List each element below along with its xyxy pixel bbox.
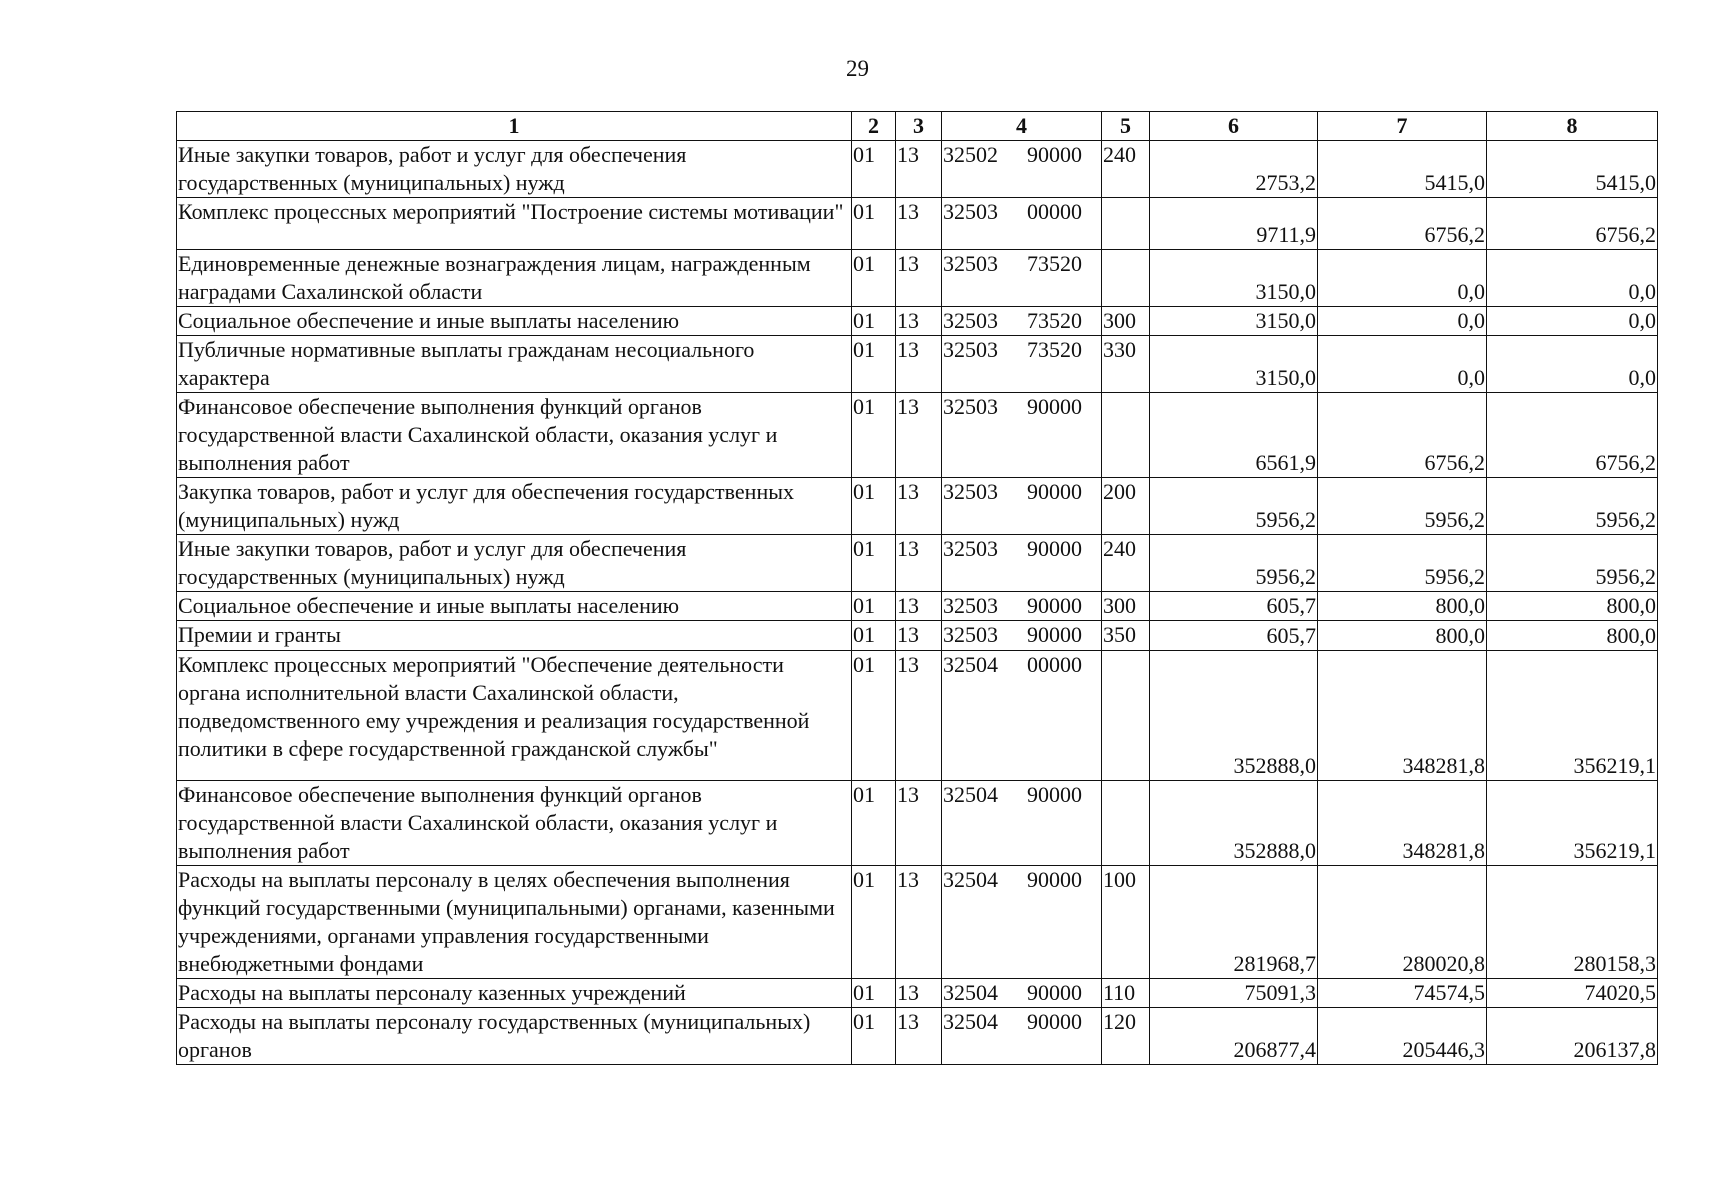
subsection-code-cell: 13 xyxy=(896,307,942,336)
expense-type-code-cell xyxy=(1102,250,1150,307)
table-row xyxy=(177,198,1658,250)
subsection-code-cell: 13 xyxy=(896,250,942,307)
amount-col8-cell: 0,0 xyxy=(1487,307,1658,336)
amount-col6-cell: 2753,2 xyxy=(1150,141,1318,198)
amount-col8-cell: 356219,1 xyxy=(1487,781,1658,866)
target-article-direction-code: 90000 xyxy=(1027,593,1082,618)
subsection-code-cell: 13 xyxy=(896,393,942,478)
subsection-code-cell: 13 xyxy=(896,866,942,979)
target-article-direction-code: 90000 xyxy=(1027,980,1082,1005)
target-article-direction-code: 00000 xyxy=(1027,199,1082,224)
expense-name-cell: Расходы на выплаты персоналу в целях обеспечения выполнения функций государственными (муниципальными) органами, казенными учреждениями, органами управления государственными внебюджетными фондами xyxy=(177,866,852,979)
target-article-direction-code: 90000 xyxy=(1027,622,1082,647)
target-article-program-code: 32504 xyxy=(943,1009,998,1034)
target-article-direction-code: 90000 xyxy=(1027,867,1082,892)
section-code-cell: 01 xyxy=(852,651,896,781)
amount-col7-cell: 6756,2 xyxy=(1318,393,1487,478)
expense-name-cell: Комплекс процессных мероприятий "Построение системы мотивации" xyxy=(177,198,852,250)
expense-name-cell: Единовременные денежные вознаграждения лицам, награжденным наградами Сахалинской области xyxy=(177,250,852,307)
amount-col7-cell: 348281,8 xyxy=(1318,781,1487,866)
table-row xyxy=(177,979,1658,1008)
amount-col8-cell: 800,0 xyxy=(1487,592,1658,621)
amount-col7-cell: 0,0 xyxy=(1318,307,1487,336)
amount-col8-cell: 206137,8 xyxy=(1487,1008,1658,1065)
section-code-cell: 01 xyxy=(852,1008,896,1065)
target-article-direction-code: 73520 xyxy=(1027,251,1082,276)
subsection-code-cell: 13 xyxy=(896,336,942,393)
expense-type-code-cell: 330 xyxy=(1102,336,1150,393)
section-code-cell: 01 xyxy=(852,336,896,393)
amount-col7-cell: 5415,0 xyxy=(1318,141,1487,198)
subsection-code-cell: 13 xyxy=(896,478,942,535)
amount-col6-cell: 5956,2 xyxy=(1150,478,1318,535)
subsection-code-cell: 13 xyxy=(896,141,942,198)
target-article-program-code: 32503 xyxy=(943,536,998,561)
target-article-cell xyxy=(942,621,1102,651)
target-article-program-code: 32503 xyxy=(943,251,998,276)
table-row xyxy=(177,478,1658,535)
expense-type-code-cell: 240 xyxy=(1102,141,1150,198)
target-article-cell xyxy=(942,478,1102,535)
target-article-direction-code: 90000 xyxy=(1027,536,1082,561)
target-article-program-code: 32504 xyxy=(943,867,998,892)
expense-type-code-cell: 100 xyxy=(1102,866,1150,979)
expense-type-code-cell xyxy=(1102,393,1150,478)
section-code-cell: 01 xyxy=(852,393,896,478)
column-header: 1 xyxy=(177,112,852,141)
section-code-cell: 01 xyxy=(852,592,896,621)
target-article-program-code: 32504 xyxy=(943,782,998,807)
table-row xyxy=(177,336,1658,393)
amount-col6-cell: 3150,0 xyxy=(1150,307,1318,336)
expense-name-cell: Социальное обеспечение и иные выплаты населению xyxy=(177,307,852,336)
amount-col7-cell: 6756,2 xyxy=(1318,198,1487,250)
amount-col6-cell: 605,7 xyxy=(1150,592,1318,621)
target-article-direction-code: 90000 xyxy=(1027,1009,1082,1034)
expense-type-code-cell: 300 xyxy=(1102,592,1150,621)
column-header: 2 xyxy=(852,112,896,141)
subsection-code-cell: 13 xyxy=(896,979,942,1008)
amount-col6-cell: 75091,3 xyxy=(1150,979,1318,1008)
amount-col6-cell: 352888,0 xyxy=(1150,651,1318,781)
amount-col6-cell: 3150,0 xyxy=(1150,336,1318,393)
column-header: 5 xyxy=(1102,112,1150,141)
subsection-code-cell: 13 xyxy=(896,1008,942,1065)
table-row xyxy=(177,621,1658,651)
expense-type-code-cell: 300 xyxy=(1102,307,1150,336)
section-code-cell: 01 xyxy=(852,781,896,866)
target-article-program-code: 32503 xyxy=(943,479,998,504)
expense-name-cell: Комплекс процессных мероприятий "Обеспечение деятельности органа исполнительной власти Сахалинской области, подведомственного ему учреждения и реализация государственной политики в сфере государственной гражданской службы" xyxy=(177,651,852,781)
expense-name-cell: Расходы на выплаты персоналу государственных (муниципальных) органов xyxy=(177,1008,852,1065)
amount-col6-cell: 281968,7 xyxy=(1150,866,1318,979)
expense-name-cell: Закупка товаров, работ и услуг для обеспечения государственных (муниципальных) нужд xyxy=(177,478,852,535)
amount-col8-cell: 6756,2 xyxy=(1487,393,1658,478)
target-article-cell xyxy=(942,307,1102,336)
target-article-direction-code: 90000 xyxy=(1027,142,1082,167)
target-article-program-code: 32503 xyxy=(943,308,998,333)
target-article-direction-code: 73520 xyxy=(1027,337,1082,362)
amount-col7-cell: 5956,2 xyxy=(1318,535,1487,592)
amount-col7-cell: 205446,3 xyxy=(1318,1008,1487,1065)
expense-name-cell: Публичные нормативные выплаты гражданам несоциального характера xyxy=(177,336,852,393)
amount-col8-cell: 800,0 xyxy=(1487,621,1658,651)
amount-col7-cell: 0,0 xyxy=(1318,336,1487,393)
target-article-program-code: 32502 xyxy=(943,142,998,167)
amount-col7-cell: 800,0 xyxy=(1318,621,1487,651)
amount-col7-cell: 800,0 xyxy=(1318,592,1487,621)
target-article-program-code: 32503 xyxy=(943,593,998,618)
table-header-row xyxy=(177,112,1658,141)
expense-name-cell: Финансовое обеспечение выполнения функций органов государственной власти Сахалинской области, оказания услуг и выполнения работ xyxy=(177,393,852,478)
amount-col6-cell: 5956,2 xyxy=(1150,535,1318,592)
amount-col8-cell: 5956,2 xyxy=(1487,535,1658,592)
table-row xyxy=(177,651,1658,781)
section-code-cell: 01 xyxy=(852,535,896,592)
expense-name-cell: Иные закупки товаров, работ и услуг для обеспечения государственных (муниципальных) нужд xyxy=(177,535,852,592)
column-header: 6 xyxy=(1150,112,1318,141)
table-row xyxy=(177,866,1658,979)
section-code-cell: 01 xyxy=(852,307,896,336)
target-article-cell xyxy=(942,866,1102,979)
subsection-code-cell: 13 xyxy=(896,621,942,651)
target-article-program-code: 32503 xyxy=(943,199,998,224)
expense-name-cell: Финансовое обеспечение выполнения функций органов государственной власти Сахалинской области, оказания услуг и выполнения работ xyxy=(177,781,852,866)
amount-col8-cell: 0,0 xyxy=(1487,250,1658,307)
target-article-cell xyxy=(942,250,1102,307)
expense-type-code-cell: 350 xyxy=(1102,621,1150,651)
table-body xyxy=(177,141,1658,1065)
amount-col6-cell: 6561,9 xyxy=(1150,393,1318,478)
expense-type-code-cell: 240 xyxy=(1102,535,1150,592)
column-header: 4 xyxy=(942,112,1102,141)
amount-col7-cell: 74574,5 xyxy=(1318,979,1487,1008)
table-row xyxy=(177,250,1658,307)
amount-col7-cell: 5956,2 xyxy=(1318,478,1487,535)
amount-col8-cell: 5956,2 xyxy=(1487,478,1658,535)
amount-col6-cell: 352888,0 xyxy=(1150,781,1318,866)
expense-name-cell: Премии и гранты xyxy=(177,621,852,651)
section-code-cell: 01 xyxy=(852,198,896,250)
column-header: 8 xyxy=(1487,112,1658,141)
amount-col6-cell: 206877,4 xyxy=(1150,1008,1318,1065)
table-row xyxy=(177,393,1658,478)
target-article-program-code: 32503 xyxy=(943,622,998,647)
expense-type-code-cell: 120 xyxy=(1102,1008,1150,1065)
target-article-direction-code: 73520 xyxy=(1027,308,1082,333)
amount-col6-cell: 605,7 xyxy=(1150,621,1318,651)
target-article-cell xyxy=(942,651,1102,781)
target-article-cell xyxy=(942,535,1102,592)
target-article-cell xyxy=(942,781,1102,866)
subsection-code-cell: 13 xyxy=(896,651,942,781)
expense-name-cell: Расходы на выплаты персоналу казенных учреждений xyxy=(177,979,852,1008)
target-article-cell xyxy=(942,979,1102,1008)
target-article-direction-code: 90000 xyxy=(1027,394,1082,419)
target-article-direction-code: 90000 xyxy=(1027,479,1082,504)
budget-table xyxy=(176,111,1658,1065)
expense-name-cell: Иные закупки товаров, работ и услуг для обеспечения государственных (муниципальных) нужд xyxy=(177,141,852,198)
table-row xyxy=(177,535,1658,592)
section-code-cell: 01 xyxy=(852,979,896,1008)
target-article-program-code: 32503 xyxy=(943,337,998,362)
expense-type-code-cell xyxy=(1102,651,1150,781)
subsection-code-cell: 13 xyxy=(896,535,942,592)
table-row xyxy=(177,781,1658,866)
amount-col8-cell: 6756,2 xyxy=(1487,198,1658,250)
amount-col7-cell: 280020,8 xyxy=(1318,866,1487,979)
expense-type-code-cell: 200 xyxy=(1102,478,1150,535)
subsection-code-cell: 13 xyxy=(896,781,942,866)
target-article-cell xyxy=(942,198,1102,250)
column-header: 7 xyxy=(1318,112,1487,141)
amount-col6-cell: 9711,9 xyxy=(1150,198,1318,250)
target-article-cell xyxy=(942,336,1102,393)
target-article-cell xyxy=(942,393,1102,478)
target-article-direction-code: 90000 xyxy=(1027,782,1082,807)
section-code-cell: 01 xyxy=(852,621,896,651)
amount-col8-cell: 5415,0 xyxy=(1487,141,1658,198)
table-row xyxy=(177,592,1658,621)
amount-col7-cell: 0,0 xyxy=(1318,250,1487,307)
amount-col8-cell: 74020,5 xyxy=(1487,979,1658,1008)
section-code-cell: 01 xyxy=(852,866,896,979)
table-row xyxy=(177,1008,1658,1065)
subsection-code-cell: 13 xyxy=(896,198,942,250)
section-code-cell: 01 xyxy=(852,250,896,307)
target-article-cell xyxy=(942,141,1102,198)
expense-type-code-cell: 110 xyxy=(1102,979,1150,1008)
amount-col8-cell: 280158,3 xyxy=(1487,866,1658,979)
table-row xyxy=(177,141,1658,198)
page-number: 29 xyxy=(846,56,869,81)
expense-type-code-cell xyxy=(1102,781,1150,866)
target-article-program-code: 32504 xyxy=(943,980,998,1005)
table-row xyxy=(177,307,1658,336)
expense-type-code-cell xyxy=(1102,198,1150,250)
amount-col8-cell: 0,0 xyxy=(1487,336,1658,393)
amount-col7-cell: 348281,8 xyxy=(1318,651,1487,781)
section-code-cell: 01 xyxy=(852,478,896,535)
target-article-program-code: 32504 xyxy=(943,652,998,677)
section-code-cell: 01 xyxy=(852,141,896,198)
target-article-cell xyxy=(942,592,1102,621)
amount-col6-cell: 3150,0 xyxy=(1150,250,1318,307)
expense-name-cell: Социальное обеспечение и иные выплаты населению xyxy=(177,592,852,621)
target-article-direction-code: 00000 xyxy=(1027,652,1082,677)
target-article-program-code: 32503 xyxy=(943,394,998,419)
column-header: 3 xyxy=(896,112,942,141)
target-article-cell xyxy=(942,1008,1102,1065)
subsection-code-cell: 13 xyxy=(896,592,942,621)
amount-col8-cell: 356219,1 xyxy=(1487,651,1658,781)
